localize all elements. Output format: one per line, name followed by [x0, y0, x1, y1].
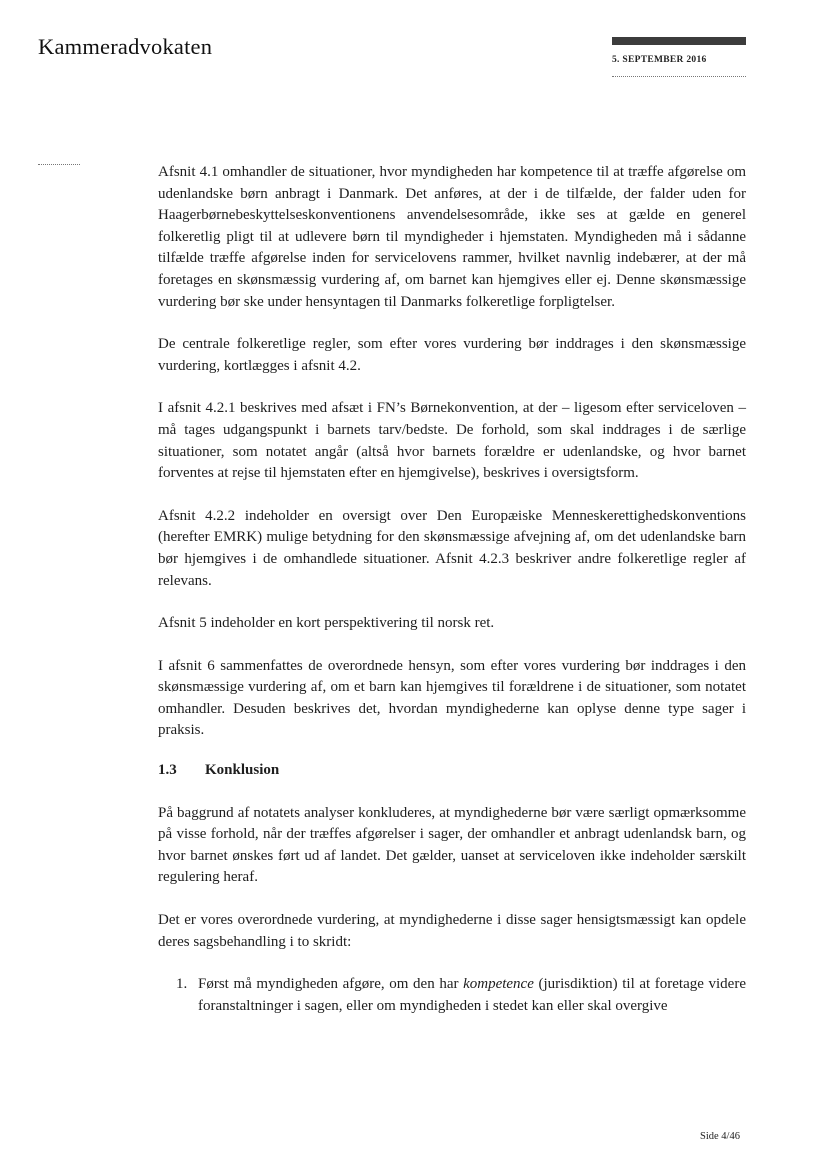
- paragraph-afsnit-4-2-2: Afsnit 4.2.2 indeholder en oversigt over Den Europæiske Menneskerettighedskonventions (herefter EMRK) mulige betydning for den skønsmæssige afvejning af, om det udenlandske barn bør hjemgives i de omhandlede situationer. Afsnit 4.2.3 beskriver andre folkeretlige regler af relevans.: [158, 507, 746, 589]
- conclusion-paragraph: På baggrund af notatets analyser konkluderes, at myndighederne bør være særligt opmærksomme på visse forhold, når der træffes afgørelser i sager, der omhandler et anbragt udenlandsk barn, og hvor barnet ønskes ført ud af landet. Det gælder, uanset at serviceloven ikke indeholder særskilt regulering heraf.: [158, 804, 746, 886]
- paragraph-afsnit-4-2: De centrale folkeretlige regler, som efter vores vurdering bør inddrages i den skønsmæssige vurdering, kortlægges i afsnit 4.2.: [158, 336, 746, 374]
- date-dotted-rule: [612, 76, 746, 77]
- list-item: [158, 974, 746, 1017]
- paragraph-afsnit-5: Afsnit 5 indeholder en kort perspektivering til norsk ret.: [158, 615, 495, 632]
- section-heading: [158, 760, 746, 782]
- page-number: Side 4/46: [700, 1131, 740, 1142]
- list-text: Først må myndigheden afgøre, om den har kompetence (jurisdiktion) til at foretage videre foranstaltninger i sagen, eller om myndigheden i stedet kan eller skal overgive: [198, 976, 746, 1014]
- emphasis-kompetence: kompetence: [463, 976, 534, 993]
- document-body: [158, 162, 746, 1017]
- paragraph-afsnit-6: I afsnit 6 sammenfattes de overordnede hensyn, som efter vores vurdering bør inddrages i den skønsmæssige vurdering af, om et barn kan hjemgives til forældrene i de situationer, som notatet omhandler. Desuden beskrives det, hvordan myndighederne kan oplyse denne type sager i praksis.: [158, 657, 746, 739]
- section-title: Konklusion: [205, 762, 280, 779]
- document-date: 5. SEPTEMBER 2016: [612, 55, 707, 65]
- conclusion-intro: Det er vores overordnede vurdering, at myndighederne i disse sager hensigtsmæssigt kan opdele deres sagsbehandling i to skridt:: [158, 912, 746, 950]
- margin-dotted-rule: [38, 164, 80, 165]
- paragraph-afsnit-4-2-1: I afsnit 4.2.1 beskrives med afsæt i FN’s Børnekonvention, at der – ligesom efter serviceloven – må tages udgangspunkt i barnets tarv/bedste. De forhold, som skal inddrages i de særlige situationer, som notatet angår (altså hvor barnets forældre er udenlandske, og hvor barnet forventes at rejse til hjemstaten efter en hjemgivelse), beskrives i oversigtsform.: [158, 400, 746, 482]
- paragraph-afsnit-4-1: Afsnit 4.1 omhandler de situationer, hvor myndigheden har kompetence til at træffe afgørelse om udenlandske børn anbragt i Danmark. Det anføres, at der i de tilfælde, der falder uden for Haagerbørnebeskyttelseskonventionens anvendelsesområde, ikke ses at gælde en generel folkeretlig pligt til at udlevere børn til myndigheder i hjemstaten. Myndigheden må i sådanne tilfælde træffe afgørelse inden for servicelovens rammer, hvilket navnlig indebærer, at der må foretages en skønsmæssig vurdering af, om barnet kan hjemgives eller ej. Denne skønsmæssige vurdering bør ske under hensyntagen til Danmarks folkeretlige forpligtelser.: [158, 164, 746, 310]
- list-number: 1.: [176, 976, 188, 993]
- section-number: 1.3: [158, 762, 177, 779]
- firm-name: Kammeradvokaten: [38, 34, 213, 59]
- header-rule: [612, 37, 746, 45]
